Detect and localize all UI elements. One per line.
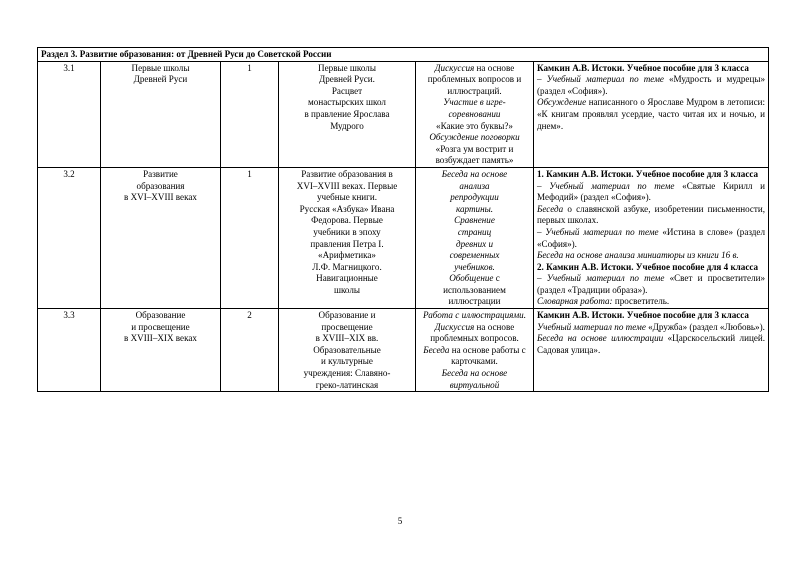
content-line: Навигационные	[316, 273, 378, 284]
resource-item: – Учебный материал по теме	[537, 74, 664, 85]
resource-item: «Истина в слове» (раздел «София»).	[537, 226, 765, 249]
content-line: монастырских школ	[308, 97, 386, 108]
content-line: Федорова. Первые	[311, 215, 383, 226]
activity-line: проблемных вопросов.	[430, 333, 519, 344]
topic-line: в XVIII–XIX веках	[124, 333, 197, 344]
content-line: Образовательные	[313, 344, 381, 355]
resource-item: Беседа на основе иллюстрации	[537, 333, 664, 344]
activity-line: иллюстрации	[448, 296, 501, 307]
row-resources-cell	[534, 167, 769, 308]
table-section-header-row	[38, 48, 769, 62]
row-number-cell	[38, 309, 101, 392]
row-number: 3.2	[63, 168, 75, 179]
activity-line: Сравнение	[454, 215, 495, 226]
resource-item: – Учебный материал по теме	[537, 273, 665, 284]
content-line: Образование и	[318, 310, 376, 321]
row-topic-cell	[101, 309, 221, 392]
content-line: Л.Ф. Магницкого.	[312, 261, 382, 272]
activity-line: Обобщение	[449, 273, 494, 284]
activity-line: Дискуссия	[434, 321, 475, 332]
content-line: в правление Ярослава	[304, 108, 390, 119]
activity-line: картины.	[455, 203, 494, 214]
activity-line: Дискуссия	[434, 62, 475, 73]
row-topic-cell	[101, 167, 221, 308]
content-line: XVI–XVIII веках. Первые	[296, 180, 398, 191]
activity-line: Беседа	[423, 344, 450, 355]
content-line: и культурные	[321, 356, 373, 367]
resource-title: 2. Камкин А.В. Истоки. Учебное пособие для 4 класса	[537, 261, 759, 272]
activity-line: Участие в игре-	[443, 97, 506, 108]
activity-line: с	[493, 273, 500, 284]
page-number: 5	[397, 516, 403, 526]
row-number: 3.1	[63, 62, 75, 73]
row-resources-cell	[534, 309, 769, 392]
content-line: Мудрого	[330, 120, 364, 131]
row-hours-cell	[221, 61, 279, 167]
activity-line: использованием	[443, 284, 506, 295]
content-line: учебные книги.	[316, 192, 378, 203]
activity-line: страниц	[457, 226, 492, 237]
content-line: учебники в эпоху	[313, 226, 381, 237]
topic-line: в XVI–XVIII веках	[124, 192, 197, 203]
table-row	[38, 167, 769, 308]
activity-line: репродукции	[450, 192, 499, 203]
row-hours-cell	[221, 309, 279, 392]
activity-line: проблемных вопросов и	[427, 74, 522, 85]
resource-item: Беседа на основе анализа миниатюры из книги 16 в.	[537, 250, 739, 261]
row-resources-cell	[534, 61, 769, 167]
resource-item: «Царскосельский лицей. Садовая улица».	[537, 333, 766, 355]
resource-item: – Учебный материал по теме	[537, 180, 675, 191]
resource-title: Камкин А.В. Истоки. Учебное пособие для 3 класса	[537, 310, 749, 321]
content-line: учреждения: Славяно-	[303, 368, 391, 379]
content-line: Русская «Азбука» Ивана	[299, 203, 395, 214]
content-line: Расцвет	[331, 85, 363, 96]
row-activity-cell	[416, 309, 534, 392]
activity-line: на основе	[474, 321, 515, 332]
activity-line: учебников.	[454, 261, 495, 272]
row-content-cell	[279, 167, 416, 308]
row-hours-cell	[221, 167, 279, 308]
section-header-text: Раздел 3. Развитие образования: от Древней Руси до Советской России	[38, 48, 769, 62]
activity-line: возбуждает память»	[435, 155, 514, 166]
resource-item: «Мудрость и мудрецы» (раздел «София»).	[537, 74, 765, 96]
activity-line: современных	[449, 250, 500, 261]
resource-item: «Свет и просветители» (раздел «Традиции образа»).	[537, 273, 765, 295]
resource-item: «Святые Кирилл и Мефодий» (раздел «София»).	[537, 180, 765, 203]
activity-line: соревновании	[448, 108, 501, 119]
activity-line: Работа с иллюстрациями.	[423, 310, 526, 321]
topic-line: и просвещение	[131, 321, 190, 332]
resource-item: – Учебный материал по теме	[537, 226, 659, 237]
content-line: Древней Руси.	[319, 74, 375, 85]
content-line: Первые школы	[318, 62, 376, 73]
content-line: «Арифметика»	[318, 250, 376, 261]
row-number-cell	[38, 167, 101, 308]
row-activity-cell	[416, 167, 534, 308]
resource-item: Беседа	[537, 203, 564, 214]
resource-item: «Дружба» (раздел «Любовь»).	[645, 321, 765, 332]
resource-item: Обсуждение	[537, 97, 587, 108]
activity-line: виртуальной	[449, 379, 500, 390]
hours-value: 2	[247, 310, 252, 321]
topic-line: образования	[136, 180, 185, 191]
resource-title: 1. Камкин А.В. Истоки. Учебное пособие для 3 класса	[537, 168, 759, 179]
activity-line: Беседа на основе	[441, 368, 508, 379]
table-row	[38, 309, 769, 392]
activity-line: «Розга ум вострит и	[435, 143, 514, 154]
activity-line: на основе работы с	[449, 344, 526, 355]
content-line: в XVIII–XIX вв.	[315, 333, 379, 344]
row-content-cell	[279, 309, 416, 392]
hours-value: 1	[247, 62, 252, 73]
table-row	[38, 61, 769, 167]
resource-item: написанного о Ярославе Мудром в летописи: «К книгам проявлял усердие, часто читая их и ночью, и днем».	[537, 97, 765, 131]
topic-line: Первые школы	[131, 62, 190, 73]
activity-line: анализа	[459, 180, 490, 191]
resource-item: о славянской азбуке, изобретении письменности, первых школах.	[537, 203, 765, 226]
activity-line: Беседа на основе	[441, 168, 508, 179]
content-line: школы	[333, 284, 361, 295]
activity-line: карточками.	[451, 356, 498, 367]
content-line: греко-латинская	[315, 379, 379, 390]
content-line: просвещение	[321, 321, 373, 332]
activity-line: «Какие это буквы?»	[436, 120, 513, 131]
curriculum-table	[37, 47, 769, 392]
topic-line: Образование	[135, 310, 186, 321]
resource-item: просветитель.	[612, 296, 670, 307]
row-number: 3.3	[63, 310, 75, 321]
resource-item: Словарная работа:	[537, 296, 613, 307]
row-number-cell	[38, 61, 101, 167]
activity-line: древних и	[455, 238, 494, 249]
row-activity-cell	[416, 61, 534, 167]
activity-line: иллюстраций.	[447, 85, 502, 96]
row-content-cell	[279, 61, 416, 167]
activity-line: на основе	[474, 62, 515, 73]
hours-value: 1	[247, 168, 252, 179]
resource-title: Камкин А.В. Истоки. Учебное пособие для 3 класса	[537, 62, 749, 73]
resource-item: Учебный материал по теме	[537, 321, 646, 332]
topic-line: Развитие	[143, 168, 178, 179]
content-line: Развитие образования в	[301, 168, 393, 179]
content-line: правления Петра I.	[310, 238, 384, 249]
activity-line: Обсуждение поговорки	[429, 132, 520, 143]
row-topic-cell	[101, 61, 221, 167]
topic-line: Древней Руси	[133, 74, 188, 85]
